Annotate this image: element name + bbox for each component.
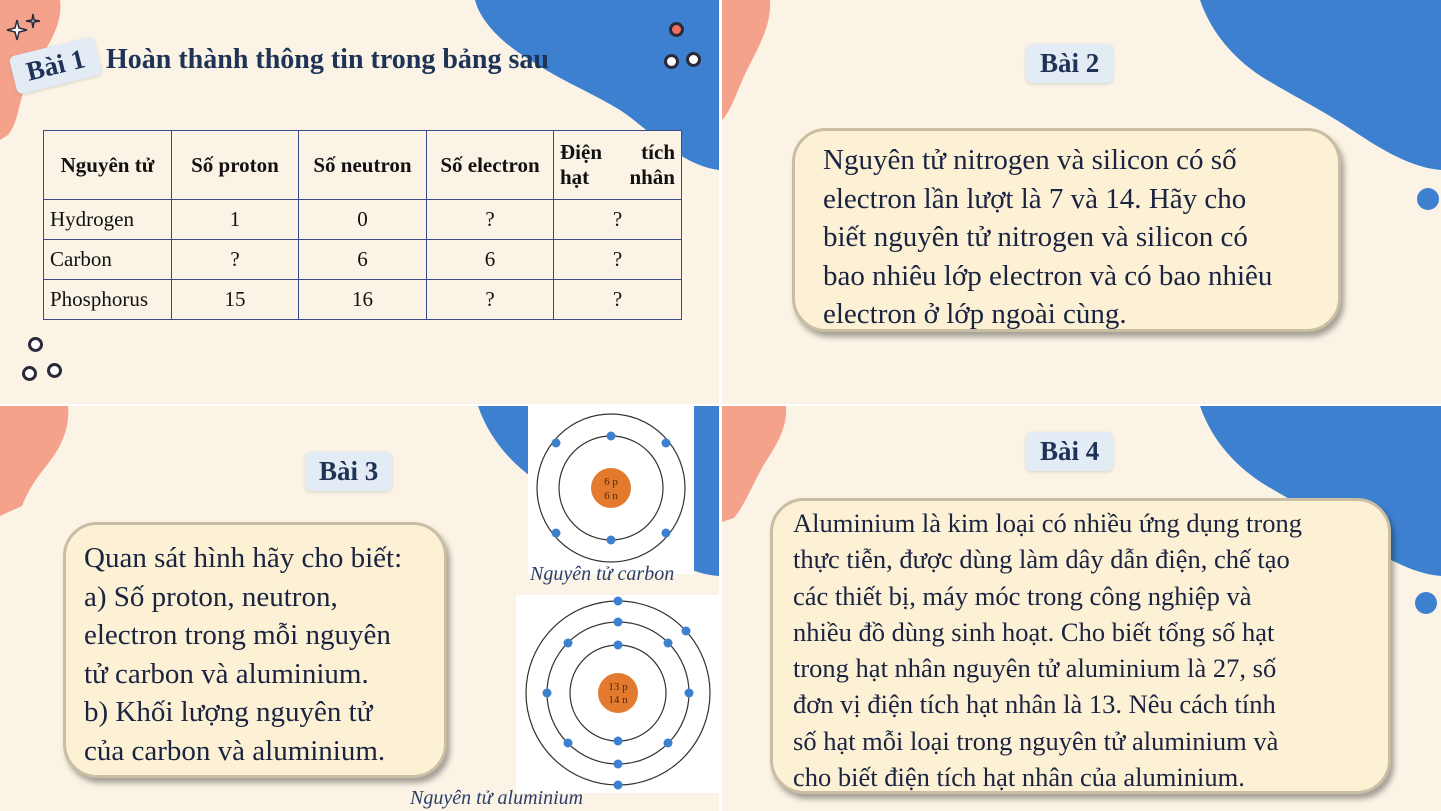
table-header: Số proton [172, 131, 299, 200]
table-row [44, 240, 682, 280]
aluminium-atom-diagram [516, 595, 719, 793]
table-row [44, 280, 682, 320]
text-line: biết nguyên tử nitrogen và silicon có [823, 221, 1248, 253]
table-header: Số neutron [299, 131, 427, 200]
decor-ring-icon [47, 363, 62, 378]
badge-bai-2: Bài 2 [1026, 44, 1113, 83]
text-line: đơn vị điện tích hạt nhân là 13. Nêu cách tính [793, 689, 1276, 720]
atom-info-table [43, 130, 682, 320]
decor-ring-icon [686, 52, 701, 67]
aluminium-nucleus-neutrons: 14 n [608, 694, 628, 706]
table-row [44, 200, 682, 240]
carbon-atom-diagram [528, 406, 694, 574]
table-cell: ? [554, 240, 682, 280]
table-cell: Hydrogen [44, 200, 172, 240]
table-header: Số electron [427, 131, 554, 200]
table-cell: ? [554, 280, 682, 320]
text-line: tử carbon và aluminium. [84, 657, 369, 690]
exercise-3-textbox [63, 522, 447, 778]
text-line: nhiều đồ dùng sinh hoạt. Cho biết tổng số hạt [793, 616, 1275, 647]
table-cell: ? [427, 200, 554, 240]
carbon-nucleus-neutrons: 6 n [604, 490, 618, 502]
table-header-row [44, 131, 682, 200]
exercise-4-text [793, 505, 1302, 795]
text-line: electron lần lượt là 7 và 14. Hãy cho [823, 182, 1247, 215]
text-line: electron trong mỗi nguyên [84, 619, 391, 651]
text-line: Aluminium là kim loại có nhiều ứng dụng trong [793, 508, 1302, 538]
badge-bai-4: Bài 4 [1026, 432, 1113, 471]
decor-ring-icon [669, 22, 684, 37]
decor-ring-icon [664, 54, 679, 69]
sparkle-icon [5, 12, 45, 52]
table-cell: 0 [299, 200, 427, 240]
carbon-nucleus-protons: 6 p [604, 476, 618, 488]
slide-bai-2 [722, 0, 1441, 404]
table-cell: ? [554, 200, 682, 240]
table-cell: 15 [172, 280, 299, 320]
table-header: Điện tích hạt nhân [554, 131, 682, 200]
text-line: thực tiễn, được dùng làm dây dẫn điện, chế tạo [793, 544, 1290, 575]
badge-bai-3: Bài 3 [305, 452, 392, 491]
badge-bai-1: Bài 1 [9, 36, 103, 95]
table-cell: Phosphorus [44, 280, 172, 320]
decor-ring-icon [28, 337, 43, 352]
table-cell: 16 [299, 280, 427, 320]
exercise-4-textbox [770, 498, 1391, 794]
table-cell: ? [427, 280, 554, 320]
exercise-2-text [823, 141, 1272, 334]
exercise-3-text [84, 539, 402, 770]
text-line: các thiết bị, máy móc trong công nghiệp và [793, 580, 1252, 611]
text-line: a) Số proton, neutron, [84, 580, 338, 613]
table-header: Nguyên tử [44, 131, 172, 200]
carbon-caption: Nguyên tử carbon [530, 563, 675, 585]
table-cell: 6 [427, 240, 554, 280]
aluminium-nucleus-protons: 13 p [608, 681, 628, 693]
text-line: số hạt mỗi loại trong nguyên tử aluminium và [793, 725, 1279, 756]
slide-bai-3 [0, 406, 719, 811]
text-line: b) Khối lượng nguyên tử [84, 696, 373, 728]
text-line: electron ở lớp ngoài cùng. [823, 298, 1127, 330]
text-line: Nguyên tử nitrogen và silicon có số [823, 144, 1237, 176]
text-line: của carbon và aluminium. [84, 734, 386, 767]
text-line: bao nhiêu lớp electron và có bao nhiêu [823, 259, 1273, 292]
exercise-2-textbox [792, 128, 1341, 332]
slide-bai-4 [722, 406, 1441, 811]
aluminium-caption: Nguyên tử aluminium [410, 787, 584, 809]
decor-dot-icon [1417, 188, 1439, 210]
table-cell: 1 [172, 200, 299, 240]
table-cell: Carbon [44, 240, 172, 280]
decor-dot-icon [1415, 592, 1437, 614]
text-line: trong hạt nhân nguyên tử aluminium là 27, số [793, 653, 1277, 684]
decor-ring-icon [22, 366, 37, 381]
text-line: Quan sát hình hãy cho biết: [84, 542, 403, 574]
table-cell: ? [172, 240, 299, 280]
slide1-title: Hoàn thành thông tin trong bảng sau [106, 44, 549, 75]
slide-bai-1 [0, 0, 719, 404]
text-line: cho biết điện tích hạt nhân của aluminium. [793, 762, 1245, 793]
table-cell: 6 [299, 240, 427, 280]
